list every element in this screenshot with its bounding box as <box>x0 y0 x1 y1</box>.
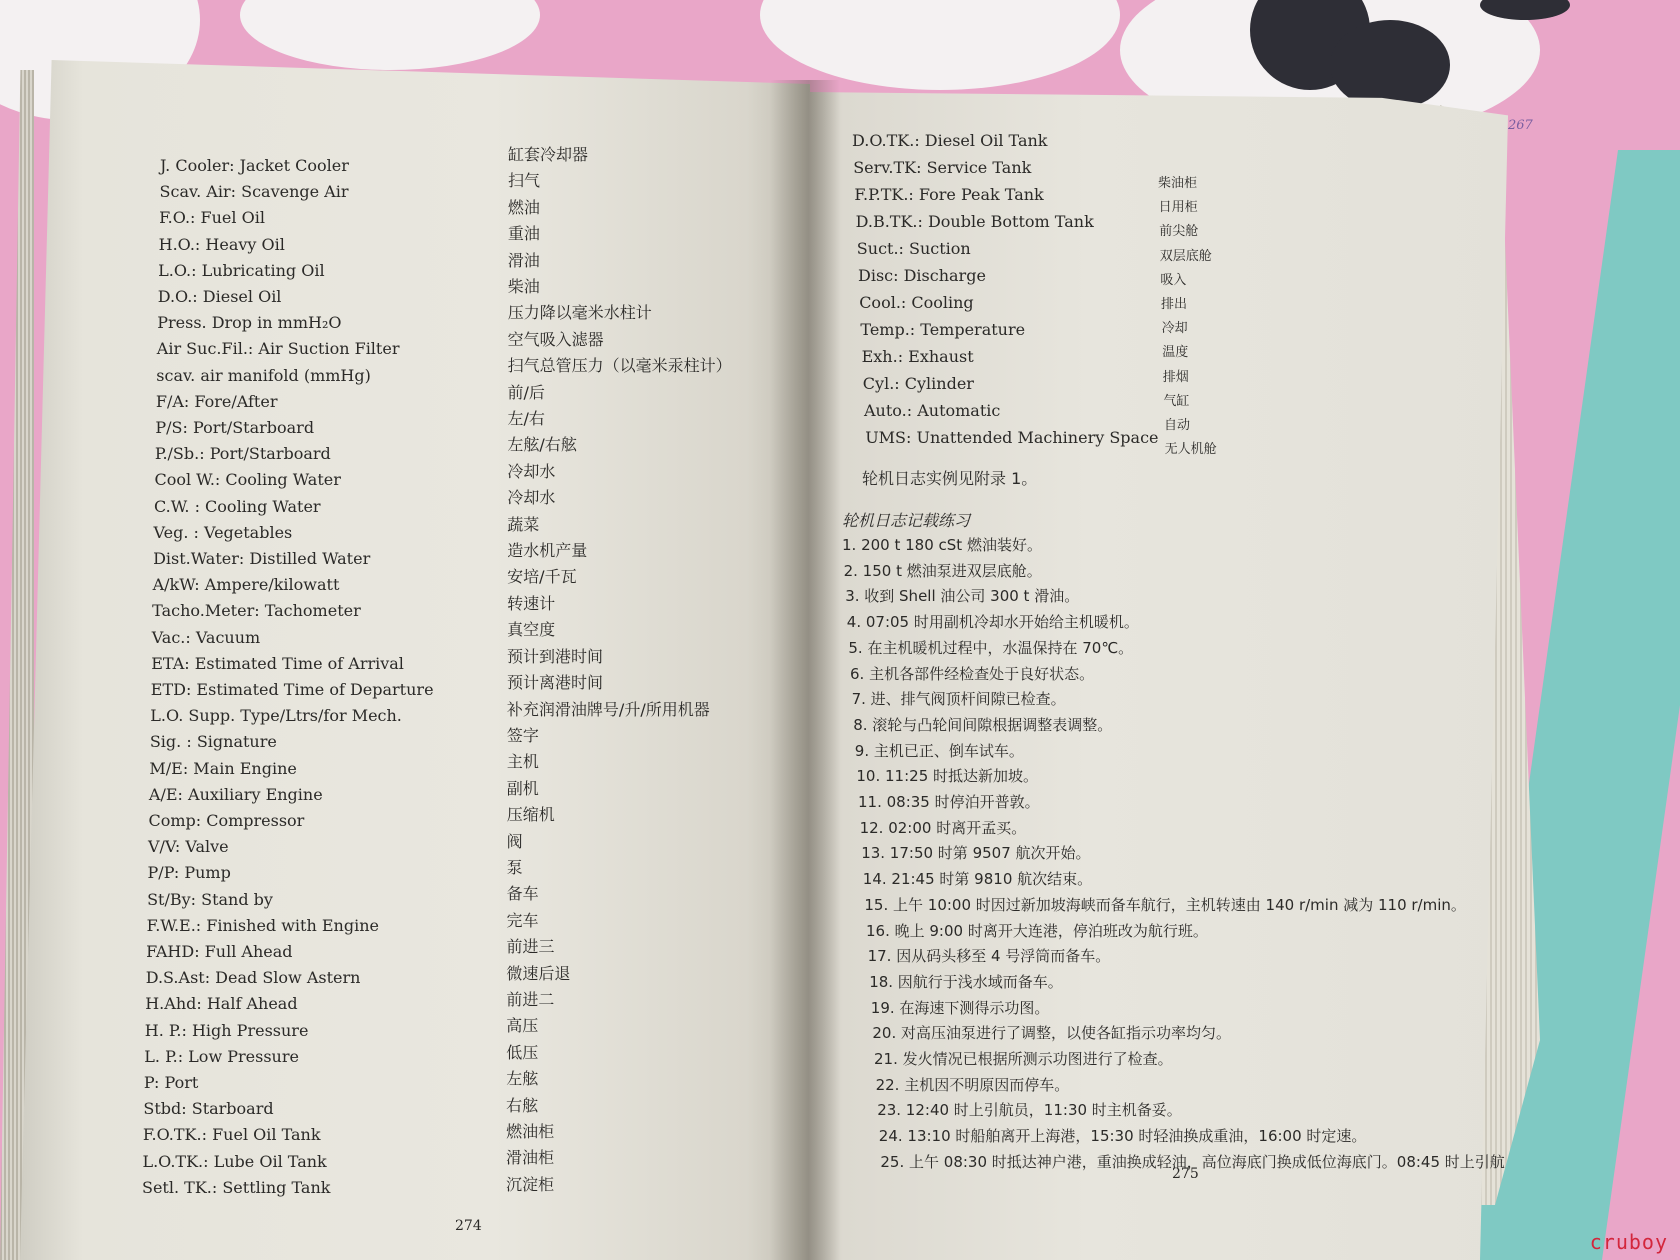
glossary-term-en: Air Suc.Fil.: Air Suction Filter <box>156 339 400 359</box>
glossary-term-en: D.O.TK.: Diesel Oil Tank <box>852 130 1048 150</box>
glossary-term-cn: 缸套冷却器 <box>508 145 589 164</box>
glossary-term-cn: 温度 <box>1162 345 1189 361</box>
left-page-number: 274 <box>455 1218 482 1234</box>
exercise-item: 21. 发火情况已根据所测示功图进行了检查。 <box>874 1050 1173 1068</box>
glossary-term-cn: 柴油 <box>507 277 540 297</box>
glossary-term-cn: 左舷/右舷 <box>507 435 577 455</box>
exercise-item: 24. 13:10 时船舶离开上海港，15:30 时轻油换成重油，16:00 时定速。 <box>878 1127 1367 1146</box>
glossary-term-cn: 前尖舱 <box>1159 224 1199 240</box>
glossary-term-cn: 自动 <box>1164 418 1191 433</box>
glossary-term-cn: 左舷 <box>506 1069 539 1089</box>
glossary-term-en: Exh.: Exhaust <box>861 346 974 366</box>
glossary-term-cn: 低压 <box>506 1042 539 1062</box>
glossary-term-en: St/By: Stand by <box>147 889 273 909</box>
glossary-term-en: L.O.: Lubricating Oil <box>158 260 325 280</box>
glossary-term-cn: 备车 <box>506 884 539 904</box>
glossary-term-en: FAHD: Full Ahead <box>146 942 293 961</box>
glossary-term-en: Press. Drop in mmH₂O <box>157 313 342 333</box>
glossary-term-cn: 泵 <box>506 857 523 877</box>
glossary-term-cn: 燃油柜 <box>506 1121 555 1141</box>
glossary-term-cn: 无人机舱 <box>1164 442 1217 458</box>
glossary-term-cn: 气缸 <box>1163 393 1190 409</box>
glossary-term-en: Setl. TK.: Settling Tank <box>142 1177 331 1197</box>
glossary-term-en: H.O.: Heavy Oil <box>158 234 285 254</box>
glossary-term-cn: 造水机产量 <box>507 541 588 561</box>
glossary-term-en: UMS: Unattended Machinery Space <box>865 427 1159 447</box>
glossary-term-en: P/S: Port/Starboard <box>155 418 315 437</box>
glossary-term-cn: 压力降以毫米水柱计 <box>507 303 652 323</box>
exercise-item: 9. 主机已正、倒车试车。 <box>854 741 1024 760</box>
glossary-term-cn: 签字 <box>506 725 539 745</box>
exercise-item: 1. 200 t 180 cSt 燃油装好。 <box>842 536 1042 554</box>
watermark: cruboy <box>1589 1230 1668 1254</box>
exercise-item: 10. 11:25 时抵达新加坡。 <box>856 767 1039 786</box>
glossary-term-en: H.Ahd: Half Ahead <box>145 994 298 1014</box>
glossary-term-en: H. P.: High Pressure <box>144 1020 309 1040</box>
exercise-item: 8. 滚轮与凸轮间间隙根据调整表调整。 <box>853 715 1113 734</box>
left-page <box>20 60 810 1260</box>
glossary-term-en: D.O.: Diesel Oil <box>157 287 282 306</box>
glossary-term-cn: 阀 <box>506 831 523 851</box>
glossary-term-cn: 扫气总管压力（以毫米汞柱计） <box>507 356 732 376</box>
glossary-term-en: Veg. : Vegetables <box>153 522 293 542</box>
exercise-item: 4. 07:05 时用副机冷却水开始给主机暖机。 <box>846 613 1139 632</box>
glossary-term-en: scav. air manifold (mmHg) <box>156 365 371 385</box>
glossary-term-en: Cool W.: Cooling Water <box>154 470 341 490</box>
glossary-term-cn: 左/右 <box>507 409 545 429</box>
glossary-term-en: Auto.: Automatic <box>864 400 1001 420</box>
glossary-term-cn: 预计到港时间 <box>507 646 604 666</box>
glossary-term-en: L.O. Supp. Type/Ltrs/for Mech. <box>150 706 402 726</box>
glossary-term-en: V/V: Valve <box>148 837 229 857</box>
glossary-term-en: ETD: Estimated Time of Departure <box>150 680 434 699</box>
glossary-term-cn: 重油 <box>507 224 540 244</box>
glossary-term-cn: 主机 <box>506 752 539 772</box>
glossary-term-en: M/E: Main Engine <box>149 758 297 778</box>
glossary-term-cn: 排出 <box>1161 297 1188 312</box>
glossary-term-cn: 前进二 <box>506 989 555 1009</box>
glossary-term-en: Disc: Discharge <box>858 265 986 285</box>
exercise-item: 3. 收到 Shell 油公司 300 t 滑油。 <box>845 587 1080 606</box>
glossary-term-en: F/A: Fore/After <box>155 391 278 411</box>
exercise-item: 13. 17:50 时第 9507 航次开始。 <box>861 844 1091 863</box>
exercise-item: 5. 在主机暖机过程中，水温保持在 70℃。 <box>848 638 1134 657</box>
glossary-term-en: A/kW: Ampere/kilowatt <box>152 575 340 595</box>
glossary-term-cn: 前进三 <box>506 937 555 957</box>
glossary-term-cn: 双层底舱 <box>1159 248 1212 264</box>
exercise-item: 19. 在海速下测得示功图。 <box>870 998 1050 1017</box>
appendix-note: 轮机日志实例见附录 1。 <box>862 469 1038 488</box>
glossary-term-en: Stbd: Starboard <box>143 1099 274 1119</box>
glossary-term-cn: 吸入 <box>1160 272 1187 288</box>
exercise-item: 18. 因航行于浅水域而备车。 <box>869 972 1063 991</box>
glossary-term-cn: 沉淀柜 <box>506 1174 555 1194</box>
exercise-heading: 轮机日志记载练习 <box>842 511 971 530</box>
glossary-term-en: Tacho.Meter: Tachometer <box>152 601 361 621</box>
glossary-term-en: C.W. : Cooling Water <box>154 496 321 516</box>
glossary-term-en: P./Sb.: Port/Starboard <box>154 444 331 464</box>
exercise-item: 2. 150 t 燃油泵进双层底舱。 <box>843 561 1042 580</box>
glossary-term-cn: 滑油 <box>507 250 540 270</box>
glossary-term-en: Temp.: Temperature <box>860 319 1026 339</box>
glossary-term-en: J. Cooler: Jacket Cooler <box>160 156 349 175</box>
glossary-term-en: P: Port <box>143 1073 199 1092</box>
exercise-item: 23. 12:40 时上引航员，11:30 时主机备妥。 <box>877 1101 1182 1120</box>
glossary-term-en: F.O.: Fuel Oil <box>159 208 265 228</box>
glossary-term-cn: 完车 <box>506 910 539 930</box>
glossary-term-en: A/E: Auxiliary Engine <box>148 784 323 804</box>
exercise-item: 7. 进、排气阀顶杆间隙已检查。 <box>851 690 1066 709</box>
glossary-term-en: Sig. : Signature <box>149 732 277 752</box>
glossary-term-en: Cyl.: Cylinder <box>862 373 974 393</box>
exercise-item: 12. 02:00 时离开孟买。 <box>859 818 1027 837</box>
glossary-term-cn: 预计离港时间 <box>506 673 603 693</box>
exercise-item: 6. 主机各部件经检查处于良好状态。 <box>850 664 1095 683</box>
glossary-term-en: F.O.TK.: Fuel Oil Tank <box>142 1125 321 1145</box>
glossary-term-en: D.S.Ast: Dead Slow Astern <box>145 968 361 988</box>
glossary-term-en: F.P.TK.: Fore Peak Tank <box>854 184 1044 204</box>
glossary-term-en: Suct.: Suction <box>856 238 971 258</box>
glossary-term-en: P/P: Pump <box>147 863 231 883</box>
glossary-term-cn: 真空度 <box>507 620 556 640</box>
exercise-item: 17. 因从码头移至 4 号浮筒而备车。 <box>867 947 1111 966</box>
glossary-term-cn: 燃油 <box>507 197 540 217</box>
glossary-term-cn: 蔬菜 <box>507 514 540 534</box>
glossary-term-cn: 转速计 <box>507 593 556 613</box>
glossary-term-en: Cool.: Cooling <box>859 292 974 312</box>
exercise-item: 22. 主机因不明原因而停车。 <box>875 1075 1070 1094</box>
glossary-term-cn: 微速后退 <box>506 963 571 983</box>
glossary-term-en: Vac.: Vacuum <box>151 627 261 647</box>
glossary-term-cn: 冷却 <box>1161 321 1188 337</box>
glossary-term-cn: 冷却水 <box>507 488 556 508</box>
glossary-term-en: F.W.E.: Finished with Engine <box>146 915 379 935</box>
glossary-term-cn: 扫气 <box>507 171 540 191</box>
glossary-term-cn: 压缩机 <box>506 805 555 825</box>
glossary-term-en: L. P.: Low Pressure <box>144 1046 299 1066</box>
glossary-term-cn: 前/后 <box>507 382 545 402</box>
glossary-term-en: Comp: Compressor <box>148 811 305 830</box>
glossary-term-cn: 柴油柜 <box>1158 176 1198 191</box>
glossary-term-cn: 补充润滑油牌号/升/所用机器 <box>506 699 710 719</box>
book-spine-shadow <box>770 80 840 1260</box>
exercise-item: 16. 晚上 9:00 时离开大连港，停泊班改为航行班。 <box>866 921 1208 940</box>
exercise-item: 11. 08:35 时停泊开普敦。 <box>858 793 1040 811</box>
glossary-term-en: ETA: Estimated Time of Arrival <box>151 653 404 673</box>
exercise-item: 20. 对高压油泵进行了调整，以使各缸指示功率均匀。 <box>872 1024 1232 1043</box>
glossary-term-cn: 冷却水 <box>507 461 556 481</box>
glossary-term-en: L.O.TK.: Lube Oil Tank <box>142 1151 327 1171</box>
glossary-term-cn: 日用柜 <box>1158 200 1198 216</box>
glossary-term-en: Dist.Water: Distilled Water <box>153 549 371 568</box>
glossary-term-cn: 副机 <box>506 778 539 798</box>
exercise-item: 15. 上午 10:00 时因过新加坡海峡而备车航行，主机转速由 140 r/min 减为 110 r/min。 <box>864 895 1466 914</box>
glossary-term-cn: 排烟 <box>1162 369 1189 385</box>
glossary-term-cn: 空气吸入滤器 <box>507 329 604 349</box>
glossary-term-cn: 安培/千瓦 <box>507 567 577 587</box>
pencil-mark: 267 <box>1508 118 1533 133</box>
glossary-term-en: D.B.TK.: Double Bottom Tank <box>855 211 1094 231</box>
glossary-term-cn: 高压 <box>506 1016 539 1036</box>
glossary-term-cn: 右舷 <box>506 1095 539 1115</box>
exercise-item: 14. 21:45 时第 9810 航次结束。 <box>862 870 1093 889</box>
right-page-number: 275 <box>1172 1166 1199 1182</box>
glossary-term-cn: 滑油柜 <box>506 1148 555 1168</box>
glossary-term-en: Scav. Air: Scavenge Air <box>159 182 349 202</box>
glossary-term-en: Serv.TK: Service Tank <box>853 157 1032 177</box>
exercise-item: 25. 上午 08:30 时抵达神户港，重油换成轻油，高位海底门换成低位海底门。08:45 时上引航 <box>880 1152 1505 1171</box>
